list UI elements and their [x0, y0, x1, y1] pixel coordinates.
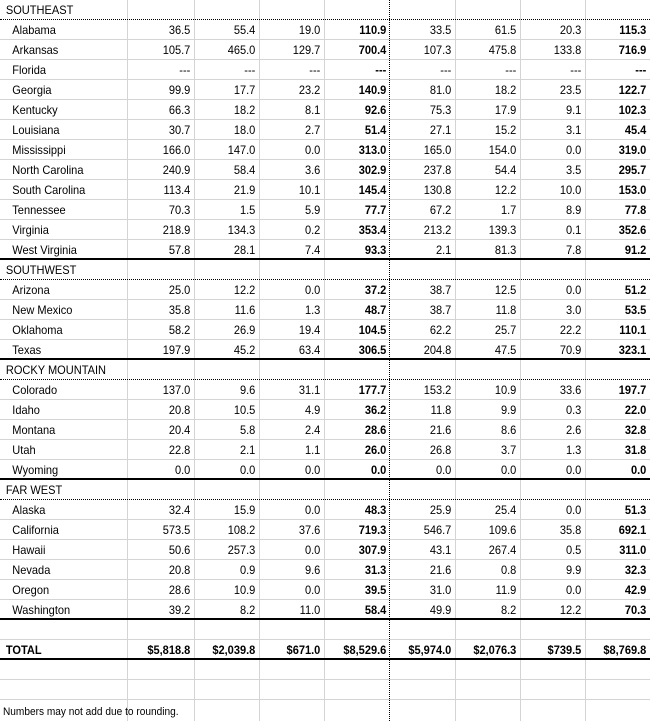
value-cell[interactable]: 26.0 — [364, 443, 387, 457]
value-cell[interactable]: --- — [309, 63, 321, 77]
region-header-row — [0, 260, 650, 280]
value-cell[interactable]: 145.4 — [358, 183, 387, 197]
table-row — [0, 320, 650, 340]
value-cell[interactable]: 0.0 — [239, 463, 256, 477]
value-cell[interactable]: 70.3 — [168, 203, 191, 217]
value-cell[interactable]: 109.6 — [488, 523, 517, 537]
value-cell[interactable]: 26.9 — [233, 323, 256, 337]
value-cell[interactable]: 63.4 — [298, 343, 321, 357]
value-cell[interactable]: 140.9 — [358, 83, 387, 97]
value-cell[interactable]: 204.8 — [423, 343, 452, 357]
value-cell[interactable]: 26.8 — [429, 443, 452, 457]
value-cell[interactable]: 25.7 — [494, 323, 517, 337]
value-cell[interactable]: 153.0 — [618, 183, 647, 197]
state-name[interactable]: Utah — [12, 443, 36, 457]
value-cell[interactable]: 28.6 — [168, 583, 191, 597]
value-cell[interactable]: 36.5 — [168, 23, 191, 37]
blank-row — [0, 660, 650, 680]
value-cell[interactable]: 465.0 — [227, 43, 256, 57]
region-header[interactable]: FAR WEST — [5, 483, 63, 497]
value-cell[interactable]: 31.1 — [298, 383, 321, 397]
table-row — [0, 200, 650, 220]
value-cell[interactable]: 36.2 — [364, 403, 387, 417]
value-cell[interactable]: 23.5 — [559, 83, 582, 97]
value-cell[interactable]: 27.1 — [429, 123, 452, 137]
region-header[interactable]: ROCKY MOUNTAIN — [5, 363, 107, 377]
table-row — [0, 540, 650, 560]
value-cell[interactable]: 311.0 — [619, 543, 647, 557]
value-cell[interactable]: 8.9 — [565, 203, 582, 217]
value-cell[interactable]: 10.5 — [233, 403, 256, 417]
value-cell[interactable]: 45.2 — [233, 343, 256, 357]
state-name[interactable]: South Carolina — [12, 183, 86, 197]
value-cell[interactable]: 31.0 — [429, 583, 452, 597]
value-cell[interactable]: 102.3 — [618, 103, 647, 117]
value-cell[interactable]: 7.4 — [304, 243, 321, 257]
value-cell[interactable]: 319.0 — [618, 143, 647, 157]
table-row — [0, 420, 650, 440]
value-cell[interactable]: 70.9 — [559, 343, 582, 357]
value-cell[interactable]: 51.2 — [624, 283, 647, 297]
value-cell[interactable]: 716.9 — [618, 43, 647, 57]
value-cell[interactable]: 12.2 — [559, 603, 582, 617]
value-cell[interactable]: 240.9 — [162, 163, 191, 177]
value-cell[interactable]: 32.8 — [624, 423, 647, 437]
value-cell[interactable]: 9.6 — [304, 563, 321, 577]
value-cell[interactable]: 8.1 — [304, 103, 321, 117]
value-cell[interactable]: 137.0 — [162, 383, 191, 397]
value-cell[interactable]: 51.4 — [364, 123, 387, 137]
value-cell[interactable]: 122.7 — [618, 83, 647, 97]
state-name[interactable]: Tennessee — [12, 203, 66, 217]
table-row — [0, 220, 650, 240]
value-cell[interactable]: 17.7 — [233, 83, 256, 97]
state-name[interactable]: Oregon — [12, 583, 50, 597]
total-value[interactable]: $8,769.8 — [603, 643, 647, 657]
value-cell[interactable]: 77.8 — [624, 203, 647, 217]
value-cell[interactable]: 0.0 — [370, 463, 387, 477]
value-cell[interactable]: 93.3 — [364, 243, 387, 257]
value-cell[interactable]: 105.7 — [162, 43, 191, 57]
region-header-row — [0, 480, 650, 500]
value-cell[interactable]: 692.1 — [618, 523, 647, 537]
value-cell[interactable]: 70.3 — [624, 603, 647, 617]
value-cell[interactable]: 0.0 — [630, 463, 647, 477]
value-cell[interactable]: 20.8 — [168, 563, 191, 577]
total-value[interactable]: $8,529.6 — [343, 643, 387, 657]
table-row — [0, 440, 650, 460]
value-cell[interactable]: 20.8 — [168, 403, 191, 417]
value-cell[interactable]: 295.7 — [618, 163, 647, 177]
region-header-row — [0, 360, 650, 380]
value-cell[interactable]: 15.2 — [494, 123, 517, 137]
value-cell[interactable]: 1.3 — [304, 303, 321, 317]
value-cell[interactable]: 30.7 — [168, 123, 191, 137]
value-cell[interactable]: 0.0 — [304, 283, 321, 297]
value-cell[interactable]: 31.8 — [624, 443, 647, 457]
value-cell[interactable]: 45.4 — [624, 123, 647, 137]
value-cell[interactable]: 11.0 — [299, 603, 321, 617]
value-cell[interactable]: 9.6 — [239, 383, 256, 397]
state-name[interactable]: Idaho — [12, 403, 40, 417]
table-row — [0, 560, 650, 580]
value-cell[interactable]: 0.0 — [565, 463, 582, 477]
value-cell[interactable]: 7.8 — [565, 243, 582, 257]
value-cell[interactable]: 11.6 — [234, 303, 256, 317]
value-cell[interactable]: 35.8 — [559, 523, 582, 537]
state-name[interactable]: Alabama — [12, 23, 56, 37]
value-cell[interactable]: 58.2 — [168, 323, 191, 337]
value-cell[interactable]: 81.3 — [494, 243, 517, 257]
value-cell[interactable]: 10.0 — [559, 183, 582, 197]
value-cell[interactable]: 62.2 — [429, 323, 452, 337]
value-cell[interactable]: 8.2 — [500, 603, 517, 617]
value-cell[interactable]: 54.4 — [494, 163, 517, 177]
value-cell[interactable]: 20.3 — [559, 23, 582, 37]
value-cell[interactable]: 130.8 — [423, 183, 452, 197]
total-value[interactable]: $5,974.0 — [408, 643, 452, 657]
state-name[interactable]: Georgia — [12, 83, 52, 97]
value-cell[interactable]: 147.0 — [227, 143, 256, 157]
table-row — [0, 160, 650, 180]
total-row — [0, 640, 650, 660]
value-cell[interactable]: 77.7 — [364, 203, 387, 217]
value-cell[interactable]: 5.9 — [304, 203, 321, 217]
value-cell[interactable]: 546.7 — [423, 523, 452, 537]
total-value[interactable]: $2,076.3 — [473, 643, 517, 657]
value-cell[interactable]: 22.8 — [168, 443, 191, 457]
value-cell[interactable]: 0.9 — [239, 563, 256, 577]
table-row — [0, 460, 650, 480]
value-cell[interactable]: 12.2 — [233, 283, 256, 297]
value-cell[interactable]: 39.2 — [168, 603, 191, 617]
value-cell[interactable]: 306.5 — [358, 343, 387, 357]
table-row — [0, 600, 650, 620]
value-cell[interactable]: 28.1 — [233, 243, 256, 257]
value-cell[interactable]: 25.4 — [494, 503, 517, 517]
value-cell[interactable]: 61.5 — [494, 23, 517, 37]
value-cell[interactable]: 719.3 — [358, 523, 387, 537]
value-cell[interactable]: 3.5 — [565, 163, 582, 177]
value-cell[interactable]: 0.1 — [565, 223, 582, 237]
value-cell[interactable]: 11.8 — [495, 303, 517, 317]
value-cell[interactable]: 0.0 — [500, 463, 517, 477]
value-cell[interactable]: --- — [440, 63, 452, 77]
total-label[interactable]: TOTAL — [5, 643, 42, 657]
value-cell[interactable]: 3.1 — [565, 123, 582, 137]
value-cell[interactable]: 218.9 — [162, 223, 191, 237]
value-cell[interactable]: 0.0 — [565, 503, 582, 517]
value-cell[interactable]: --- — [505, 63, 517, 77]
value-cell[interactable]: 32.3 — [624, 563, 647, 577]
value-cell[interactable]: 10.9 — [494, 383, 517, 397]
value-cell[interactable]: 31.3 — [364, 563, 387, 577]
value-cell[interactable]: 35.8 — [168, 303, 191, 317]
value-cell[interactable]: 313.0 — [358, 143, 387, 157]
table-row — [0, 500, 650, 520]
table-row — [0, 80, 650, 100]
table-row — [0, 580, 650, 600]
value-cell[interactable]: 2.1 — [239, 443, 256, 457]
value-cell[interactable]: 197.9 — [162, 343, 191, 357]
value-cell[interactable]: 104.5 — [358, 323, 387, 337]
value-cell[interactable]: 213.2 — [423, 223, 452, 237]
value-cell[interactable]: 28.6 — [364, 423, 387, 437]
value-cell[interactable]: 99.9 — [168, 83, 191, 97]
value-cell[interactable]: 267.4 — [488, 543, 517, 557]
footnote: Numbers may not add due to rounding. — [3, 706, 179, 718]
table-row — [0, 340, 650, 360]
value-cell[interactable]: 17.9 — [494, 103, 517, 117]
value-cell[interactable]: --- — [570, 63, 582, 77]
value-cell[interactable]: 0.0 — [565, 143, 582, 157]
table-row — [0, 100, 650, 120]
value-cell[interactable]: 700.4 — [358, 43, 387, 57]
state-name[interactable]: West Virginia — [12, 243, 77, 257]
value-cell[interactable]: 55.4 — [233, 23, 256, 37]
value-cell[interactable]: 49.9 — [429, 603, 452, 617]
state-name[interactable]: Arizona — [12, 283, 50, 297]
table-row — [0, 60, 650, 80]
value-cell[interactable]: 113.4 — [163, 183, 191, 197]
value-cell[interactable]: 47.5 — [494, 343, 517, 357]
value-cell[interactable]: 8.2 — [239, 603, 256, 617]
state-name[interactable]: New Mexico — [12, 303, 73, 317]
value-cell[interactable]: 352.6 — [618, 223, 647, 237]
region-header[interactable]: SOUTHWEST — [5, 263, 77, 277]
value-cell[interactable]: 3.7 — [500, 443, 517, 457]
value-cell[interactable]: 0.5 — [565, 543, 582, 557]
state-name[interactable]: Hawaii — [12, 543, 46, 557]
value-cell[interactable]: 9.9 — [565, 563, 582, 577]
value-cell[interactable]: 353.4 — [358, 223, 387, 237]
value-cell[interactable]: --- — [244, 63, 256, 77]
total-value[interactable]: $671.0 — [286, 643, 321, 657]
value-cell[interactable]: 12.2 — [494, 183, 517, 197]
value-cell[interactable]: 8.6 — [500, 423, 517, 437]
value-cell[interactable]: 91.2 — [624, 243, 647, 257]
value-cell[interactable]: 115.3 — [619, 23, 647, 37]
state-name[interactable]: California — [12, 523, 59, 537]
value-cell[interactable]: 154.0 — [488, 143, 517, 157]
region-header-row — [0, 0, 650, 20]
value-cell[interactable]: 37.6 — [298, 523, 321, 537]
value-cell[interactable]: 177.7 — [358, 383, 387, 397]
value-cell[interactable]: 133.8 — [553, 43, 582, 57]
value-cell[interactable]: 129.7 — [292, 43, 321, 57]
value-cell[interactable]: 139.3 — [488, 223, 517, 237]
table-row — [0, 280, 650, 300]
value-cell[interactable]: 42.9 — [624, 583, 647, 597]
value-cell[interactable]: 5.8 — [239, 423, 256, 437]
value-cell[interactable]: 2.4 — [304, 423, 321, 437]
total-value[interactable]: $2,039.8 — [212, 643, 256, 657]
value-cell[interactable]: 110.1 — [619, 323, 647, 337]
value-cell[interactable]: 165.0 — [423, 143, 452, 157]
value-cell[interactable]: 134.3 — [227, 223, 256, 237]
value-cell[interactable]: --- — [635, 63, 647, 77]
state-name[interactable]: Virginia — [12, 223, 49, 237]
value-cell[interactable]: 81.0 — [429, 83, 452, 97]
region-header[interactable]: SOUTHEAST — [5, 3, 74, 17]
value-cell[interactable]: 197.7 — [618, 383, 647, 397]
state-name[interactable]: Mississippi — [12, 143, 66, 157]
table-row — [0, 20, 650, 40]
value-cell[interactable]: 57.8 — [168, 243, 191, 257]
value-cell[interactable]: 0.0 — [435, 463, 452, 477]
value-cell[interactable]: 0.0 — [304, 543, 321, 557]
value-cell[interactable]: 0.0 — [304, 463, 321, 477]
state-name[interactable]: Louisiana — [12, 123, 60, 137]
value-cell[interactable]: 25.9 — [429, 503, 452, 517]
value-cell[interactable]: 11.8 — [430, 403, 452, 417]
value-cell[interactable]: 302.9 — [358, 163, 387, 177]
value-cell[interactable]: 3.6 — [304, 163, 321, 177]
value-cell[interactable]: 1.5 — [239, 203, 256, 217]
value-cell[interactable]: 33.6 — [559, 383, 582, 397]
state-name[interactable]: Florida — [12, 63, 47, 77]
value-cell[interactable]: 153.2 — [423, 383, 452, 397]
state-name[interactable]: Wyoming — [12, 463, 59, 477]
state-name[interactable]: Alaska — [12, 503, 46, 517]
state-name[interactable]: Colorado — [12, 383, 58, 397]
value-cell[interactable]: 9.1 — [565, 103, 582, 117]
value-cell[interactable]: 67.2 — [429, 203, 452, 217]
total-value[interactable]: $5,818.8 — [147, 643, 191, 657]
value-cell[interactable]: 10.1 — [298, 183, 321, 197]
value-cell[interactable]: 92.6 — [364, 103, 387, 117]
value-cell[interactable]: 39.5 — [364, 583, 387, 597]
value-cell[interactable]: 38.7 — [429, 303, 452, 317]
value-cell[interactable]: 0.0 — [174, 463, 191, 477]
value-cell[interactable]: 1.3 — [565, 443, 582, 457]
value-cell[interactable]: 0.8 — [500, 563, 517, 577]
value-cell[interactable]: 323.1 — [618, 343, 647, 357]
state-name[interactable]: Nevada — [12, 563, 51, 577]
state-name[interactable]: Oklahoma — [12, 323, 63, 337]
table-row — [0, 120, 650, 140]
value-cell[interactable]: 22.0 — [624, 403, 647, 417]
value-cell[interactable]: 0.3 — [565, 403, 582, 417]
value-cell[interactable]: 32.4 — [168, 503, 191, 517]
blank-row — [0, 680, 650, 700]
value-cell[interactable]: 51.3 — [624, 503, 647, 517]
blank-row — [0, 620, 650, 640]
value-cell[interactable]: 48.7 — [364, 303, 387, 317]
value-cell[interactable]: 3.0 — [565, 303, 582, 317]
table-row — [0, 180, 650, 200]
value-cell[interactable]: 1.1 — [304, 443, 321, 457]
value-cell[interactable]: 19.0 — [298, 23, 321, 37]
table-row — [0, 400, 650, 420]
value-cell[interactable]: 75.3 — [429, 103, 452, 117]
value-cell[interactable]: 475.8 — [488, 43, 517, 57]
value-cell[interactable]: 48.3 — [364, 503, 387, 517]
value-cell[interactable]: 22.2 — [559, 323, 582, 337]
value-cell[interactable]: 257.3 — [227, 543, 256, 557]
state-name[interactable]: Montana — [12, 423, 56, 437]
value-cell[interactable]: 10.9 — [233, 583, 256, 597]
value-cell[interactable]: 18.2 — [233, 103, 256, 117]
value-cell[interactable]: 18.2 — [494, 83, 517, 97]
value-cell[interactable]: 2.1 — [435, 243, 452, 257]
value-cell[interactable]: 43.1 — [429, 543, 452, 557]
value-cell[interactable]: 33.5 — [429, 23, 452, 37]
value-cell[interactable]: 4.9 — [304, 403, 321, 417]
value-cell[interactable]: 237.8 — [423, 163, 452, 177]
value-cell[interactable]: 307.9 — [358, 543, 387, 557]
state-name[interactable]: Kentucky — [12, 103, 58, 117]
value-cell[interactable]: 0.0 — [304, 503, 321, 517]
value-cell[interactable]: 0.0 — [304, 583, 321, 597]
value-cell[interactable]: 107.3 — [423, 43, 452, 57]
state-name[interactable]: Washington — [12, 603, 71, 617]
value-cell[interactable]: --- — [179, 63, 191, 77]
total-value[interactable]: $739.5 — [547, 643, 582, 657]
table-row — [0, 300, 650, 320]
value-cell[interactable]: 50.6 — [168, 543, 191, 557]
table-row — [0, 140, 650, 160]
value-cell[interactable]: 38.7 — [429, 283, 452, 297]
value-cell[interactable]: 1.7 — [500, 203, 517, 217]
value-cell[interactable]: 573.5 — [162, 523, 191, 537]
value-cell[interactable]: 9.9 — [500, 403, 517, 417]
value-cell[interactable]: 66.3 — [168, 103, 191, 117]
value-cell[interactable]: 21.6 — [429, 563, 452, 577]
value-cell[interactable]: 19.4 — [298, 323, 321, 337]
value-cell[interactable]: 53.5 — [624, 303, 647, 317]
table-row — [0, 520, 650, 540]
value-cell[interactable]: 58.4 — [233, 163, 256, 177]
value-cell[interactable]: 2.6 — [565, 423, 582, 437]
value-cell[interactable]: 20.4 — [168, 423, 191, 437]
state-name[interactable]: Texas — [12, 343, 42, 357]
value-cell[interactable]: 23.2 — [298, 83, 321, 97]
value-cell[interactable]: 37.2 — [364, 283, 387, 297]
table-row — [0, 240, 650, 260]
value-cell[interactable]: 0.0 — [565, 283, 582, 297]
state-name[interactable]: Arkansas — [12, 43, 59, 57]
value-cell[interactable]: 110.9 — [359, 23, 387, 37]
value-cell[interactable]: 21.6 — [429, 423, 452, 437]
value-cell[interactable]: 2.7 — [304, 123, 321, 137]
value-cell[interactable]: 0.0 — [304, 143, 321, 157]
table-row — [0, 40, 650, 60]
state-name[interactable]: North Carolina — [12, 163, 84, 177]
value-cell[interactable]: 12.5 — [494, 283, 517, 297]
table-row — [0, 380, 650, 400]
value-cell[interactable]: 58.4 — [364, 603, 387, 617]
value-cell[interactable]: 18.0 — [233, 123, 256, 137]
value-cell[interactable]: --- — [375, 63, 387, 77]
value-cell[interactable]: 166.0 — [162, 143, 191, 157]
value-cell[interactable]: 25.0 — [168, 283, 191, 297]
value-cell[interactable]: 15.9 — [233, 503, 256, 517]
value-cell[interactable]: 0.0 — [565, 583, 582, 597]
value-cell[interactable]: 0.2 — [304, 223, 321, 237]
value-cell[interactable]: 108.2 — [227, 523, 256, 537]
value-cell[interactable]: 21.9 — [233, 183, 256, 197]
value-cell[interactable]: 11.9 — [495, 583, 517, 597]
